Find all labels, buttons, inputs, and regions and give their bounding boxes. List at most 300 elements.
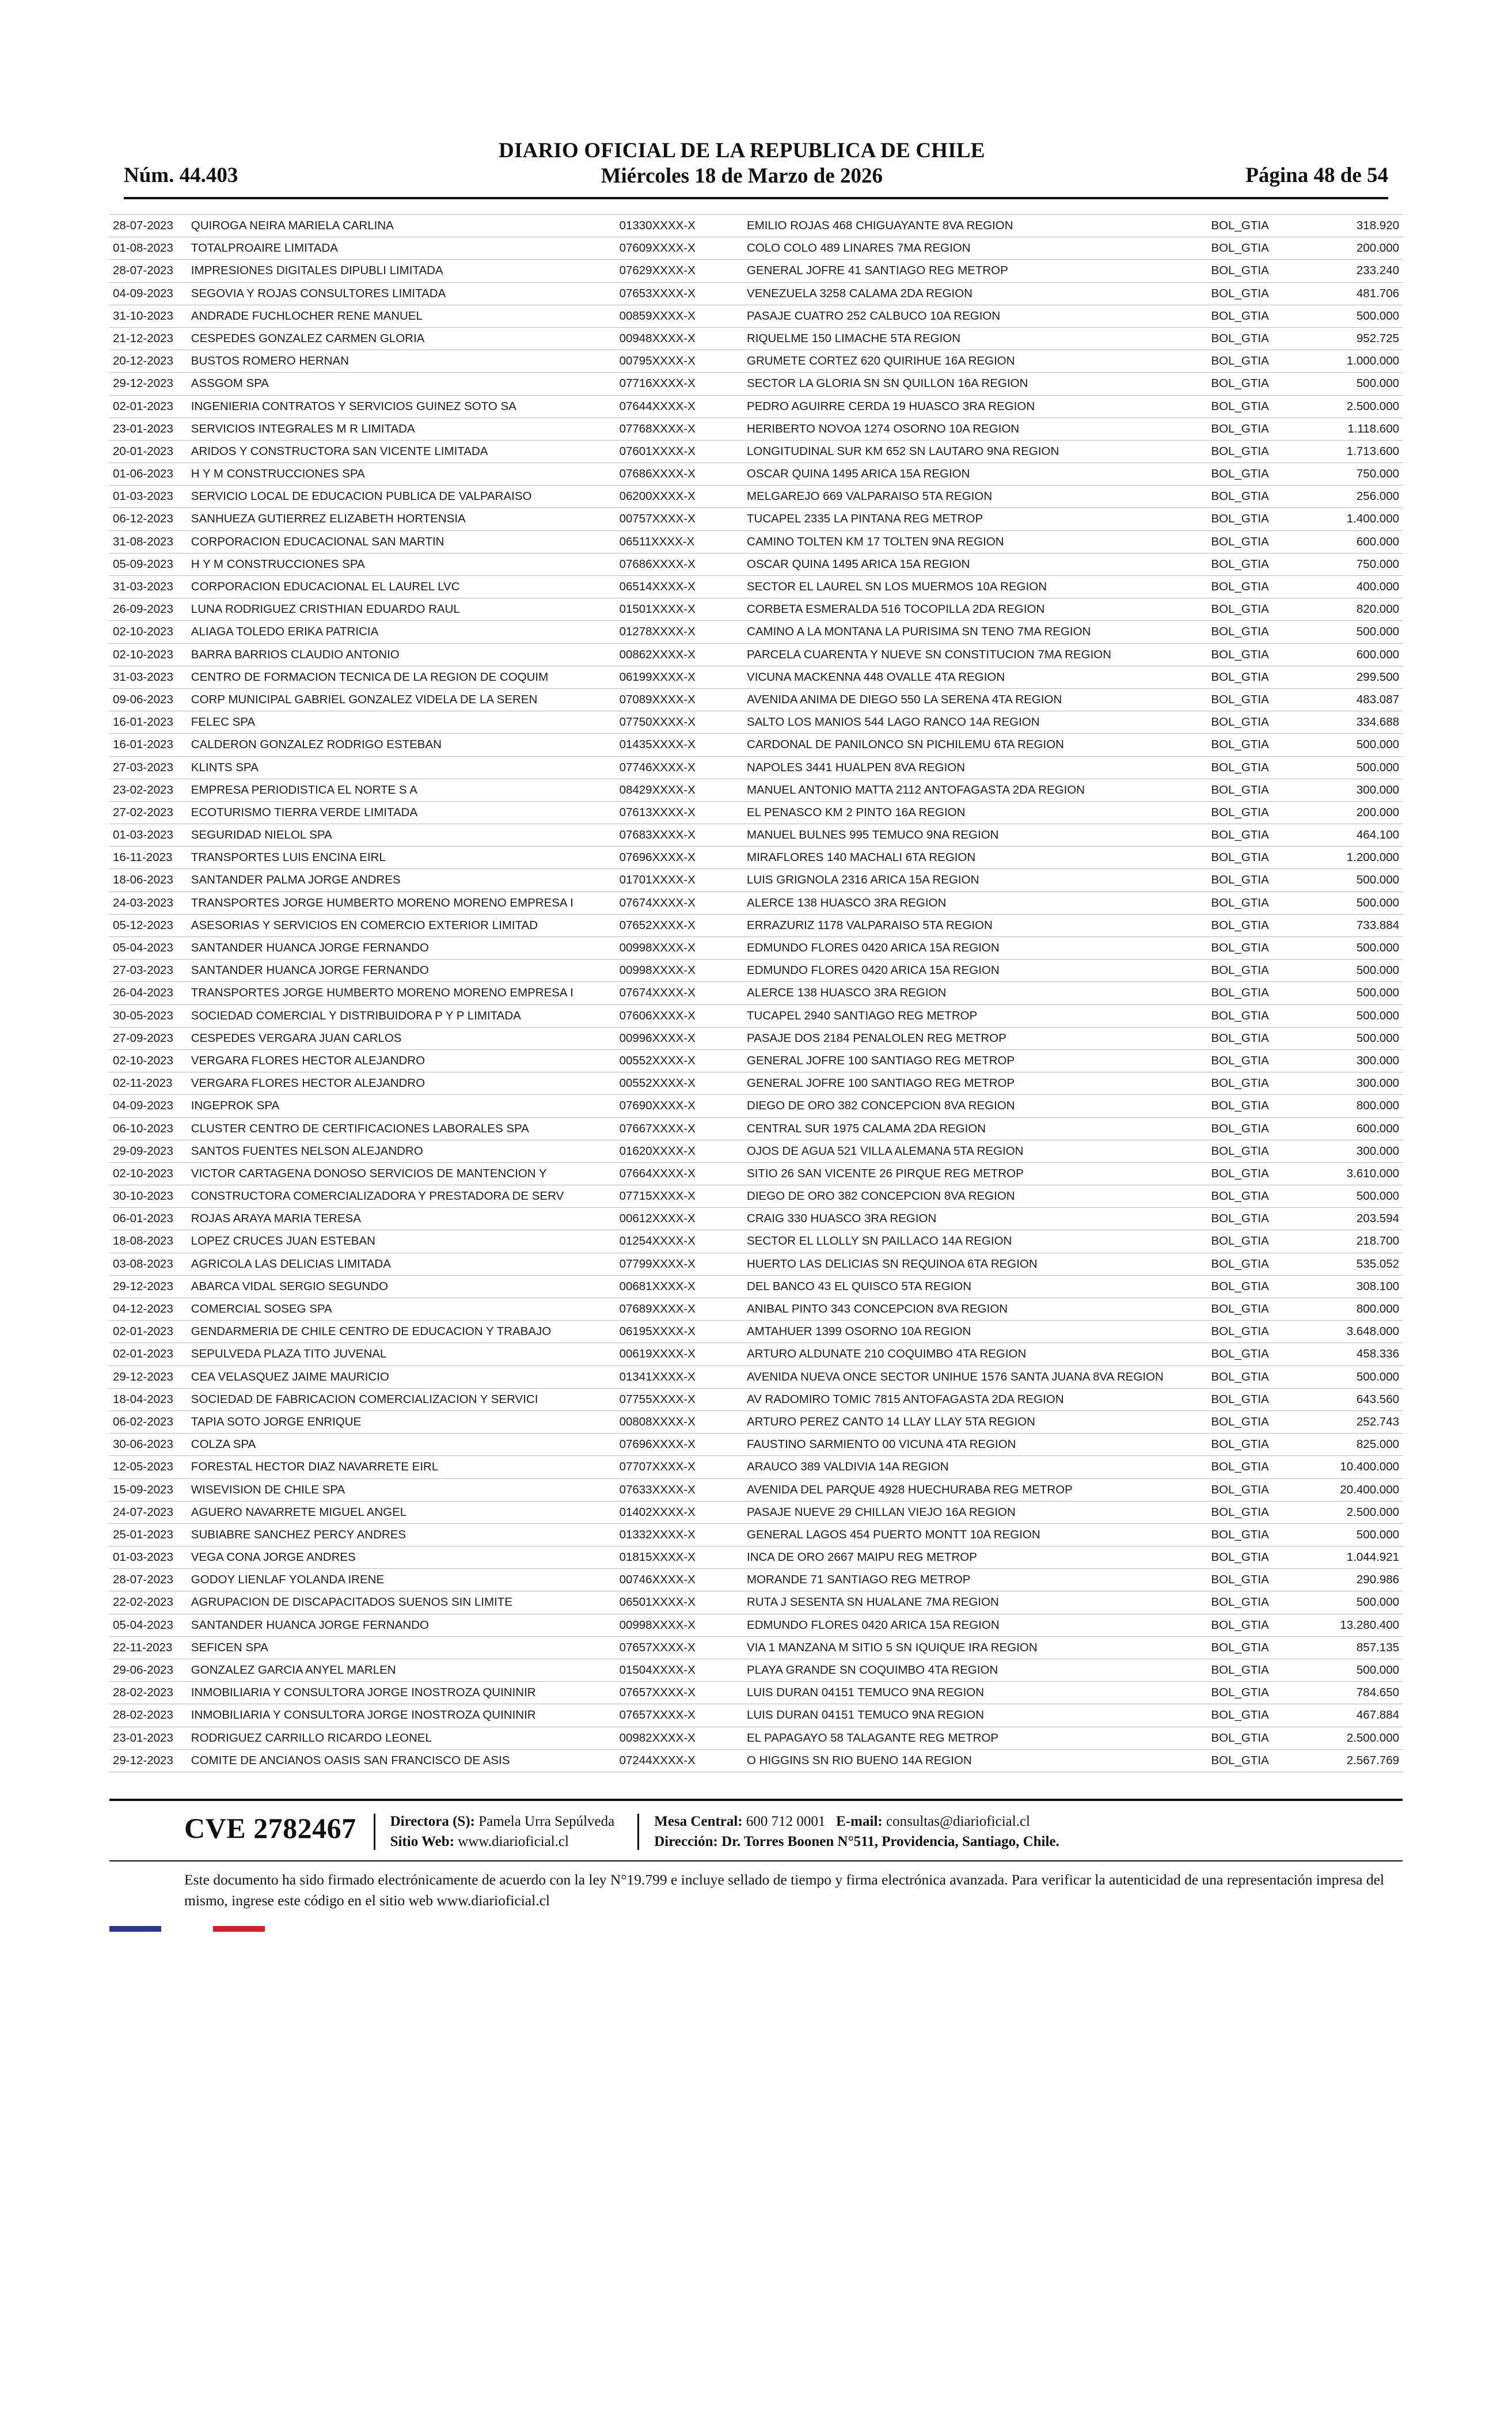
cell-date: 23-01-2023: [109, 1727, 188, 1749]
cell-rut: 06199XXXX-X: [616, 666, 743, 688]
cell-name: ECOTURISMO TIERRA VERDE LIMITADA: [188, 801, 616, 824]
cell-date: 25-01-2023: [109, 1523, 188, 1546]
cell-amount: 1.713.600: [1305, 440, 1403, 462]
cell-name: H Y M CONSTRUCCIONES SPA: [188, 553, 616, 575]
cell-address: HERIBERTO NOVOA 1274 OSORNO 10A REGION: [743, 418, 1207, 440]
cell-type: BOL_GTIA: [1208, 869, 1305, 892]
cell-type: BOL_GTIA: [1208, 1614, 1305, 1636]
cell-type: BOL_GTIA: [1208, 1321, 1305, 1343]
cell-name: SERVICIO LOCAL DE EDUCACION PUBLICA DE VALPARAISO: [188, 486, 616, 508]
cell-amount: 500.000: [1305, 982, 1403, 1004]
cell-address: RIQUELME 150 LIMACHE 5TA REGION: [743, 327, 1207, 350]
cell-amount: 500.000: [1305, 1027, 1403, 1049]
cell-name: ARIDOS Y CONSTRUCTORA SAN VICENTE LIMITADA: [188, 440, 616, 462]
cell-rut: 00998XXXX-X: [616, 937, 743, 960]
cell-date: 27-03-2023: [109, 960, 188, 982]
cell-amount: 1.000.000: [1305, 350, 1403, 373]
table-row: [109, 801, 1403, 824]
cell-date: 28-02-2023: [109, 1704, 188, 1727]
cell-amount: 643.560: [1305, 1388, 1403, 1411]
email-label: E-mail:: [836, 1813, 883, 1829]
cell-name: IMPRESIONES DIGITALES DIPUBLI LIMITADA: [188, 260, 616, 282]
cell-amount: 500.000: [1305, 373, 1403, 395]
header-divider: [124, 197, 1388, 199]
cell-name: ANDRADE FUCHLOCHER RENE MANUEL: [188, 305, 616, 327]
cell-name: FELEC SPA: [188, 711, 616, 734]
cell-address: SECTOR LA GLORIA SN SN QUILLON 16A REGION: [743, 373, 1207, 395]
cell-name: AGRUPACION DE DISCAPACITADOS SUENOS SIN LIMITE: [188, 1591, 616, 1614]
table-row: [109, 598, 1403, 621]
cell-rut: 01341XXXX-X: [616, 1366, 743, 1388]
legal-notice: Este documento ha sido firmado electrónicamente de acuerdo con la ley N°19.799 e incluye sellado de tiempo y firma electrónica avanzada. Para verificar la autenticidad de una representación impresa del mismo, ingrese este código en el sitio web www.diarioficial.cl: [184, 1871, 1385, 1909]
cell-name: WISEVISION DE CHILE SPA: [188, 1478, 616, 1501]
cell-address: MIRAFLORES 140 MACHALI 6TA REGION: [743, 847, 1207, 869]
cell-type: BOL_GTIA: [1208, 756, 1305, 779]
cell-name: VICTOR CARTAGENA DONOSO SERVICIOS DE MANTENCION Y: [188, 1162, 616, 1185]
cell-type: BOL_GTIA: [1208, 463, 1305, 486]
table-row: [109, 982, 1403, 1004]
cell-date: 20-01-2023: [109, 440, 188, 462]
cell-address: ALERCE 138 HUASCO 3RA REGION: [743, 982, 1207, 1004]
table-row: [109, 282, 1403, 305]
cell-type: BOL_GTIA: [1208, 1117, 1305, 1140]
table-row: [109, 1434, 1403, 1456]
cell-address: AVENIDA ANIMA DE DIEGO 550 LA SERENA 4TA REGION: [743, 688, 1207, 711]
cell-rut: 00746XXXX-X: [616, 1569, 743, 1591]
publication-date: Miércoles 18 de Marzo de 2026: [601, 164, 883, 188]
cell-amount: 218.700: [1305, 1230, 1403, 1253]
table-row: [109, 1591, 1403, 1614]
cell-name: AGUERO NAVARRETE MIGUEL ANGEL: [188, 1501, 616, 1523]
cell-name: GODOY LIENLAF YOLANDA IRENE: [188, 1569, 616, 1591]
cell-type: BOL_GTIA: [1208, 1411, 1305, 1433]
cell-type: BOL_GTIA: [1208, 892, 1305, 914]
cell-date: 06-12-2023: [109, 508, 188, 530]
cell-type: BOL_GTIA: [1208, 960, 1305, 982]
cell-rut: 07657XXXX-X: [616, 1682, 743, 1704]
cell-name: SANTANDER HUANCA JORGE FERNANDO: [188, 937, 616, 960]
table-row: [109, 1614, 1403, 1636]
table-row: [109, 508, 1403, 530]
cell-type: BOL_GTIA: [1208, 1591, 1305, 1614]
table-row: [109, 734, 1403, 756]
cell-name: CENTRO DE FORMACION TECNICA DE LA REGION DE COQUIM: [188, 666, 616, 688]
cell-amount: 800.000: [1305, 1298, 1403, 1321]
cell-date: 04-09-2023: [109, 282, 188, 305]
cell-type: BOL_GTIA: [1208, 486, 1305, 508]
cell-amount: 10.400.000: [1305, 1456, 1403, 1478]
cell-amount: 2.567.769: [1305, 1749, 1403, 1772]
cell-type: BOL_GTIA: [1208, 327, 1305, 350]
cell-date: 28-07-2023: [109, 215, 188, 237]
cell-address: INCA DE ORO 2667 MAIPU REG METROP: [743, 1546, 1207, 1569]
cell-rut: 08429XXXX-X: [616, 779, 743, 801]
cell-name: TAPIA SOTO JORGE ENRIQUE: [188, 1411, 616, 1433]
flag-red: [213, 1926, 265, 1932]
cell-date: 16-01-2023: [109, 734, 188, 756]
cell-type: BOL_GTIA: [1208, 1185, 1305, 1208]
site-value: www.diarioficial.cl: [458, 1834, 569, 1850]
cell-rut: 01402XXXX-X: [616, 1501, 743, 1523]
cell-amount: 256.000: [1305, 486, 1403, 508]
cell-type: BOL_GTIA: [1208, 847, 1305, 869]
cell-type: BOL_GTIA: [1208, 1434, 1305, 1456]
cell-date: 04-09-2023: [109, 1095, 188, 1117]
cell-type: BOL_GTIA: [1208, 1478, 1305, 1501]
cell-name: ASESORIAS Y SERVICIOS EN COMERCIO EXTERIOR LIMITAD: [188, 914, 616, 936]
cell-address: NAPOLES 3441 HUALPEN 8VA REGION: [743, 756, 1207, 779]
cell-address: GENERAL JOFRE 100 SANTIAGO REG METROP: [743, 1072, 1207, 1095]
cell-date: 18-04-2023: [109, 1388, 188, 1411]
cell-date: 21-12-2023: [109, 327, 188, 350]
cell-amount: 500.000: [1305, 1366, 1403, 1388]
cell-type: BOL_GTIA: [1208, 1275, 1305, 1298]
cell-type: BOL_GTIA: [1208, 1298, 1305, 1321]
cell-date: 23-01-2023: [109, 418, 188, 440]
cell-name: SANHUEZA GUTIERREZ ELIZABETH HORTENSIA: [188, 508, 616, 530]
cell-date: 04-12-2023: [109, 1298, 188, 1321]
cell-type: BOL_GTIA: [1208, 395, 1305, 418]
table-row: [109, 463, 1403, 486]
cell-type: BOL_GTIA: [1208, 1546, 1305, 1569]
cell-date: 02-01-2023: [109, 1321, 188, 1343]
table-row: [109, 1140, 1403, 1162]
cell-name: RODRIGUEZ CARRILLO RICARDO LEONEL: [188, 1727, 616, 1749]
table-row: [109, 1682, 1403, 1704]
cell-date: 31-03-2023: [109, 666, 188, 688]
cell-name: CONSTRUCTORA COMERCIALIZADORA Y PRESTADORA DE SERV: [188, 1185, 616, 1208]
cell-name: GENDARMERIA DE CHILE CENTRO DE EDUCACION Y TRABAJO: [188, 1321, 616, 1343]
cell-rut: 07601XXXX-X: [616, 440, 743, 462]
cell-address: CAMINO TOLTEN KM 17 TOLTEN 9NA REGION: [743, 530, 1207, 553]
cell-name: EMPRESA PERIODISTICA EL NORTE S A: [188, 779, 616, 801]
cell-date: 05-04-2023: [109, 1614, 188, 1636]
table-row: [109, 1366, 1403, 1388]
cell-amount: 784.650: [1305, 1682, 1403, 1704]
cell-address: GENERAL LAGOS 454 PUERTO MONTT 10A REGION: [743, 1523, 1207, 1546]
cell-rut: 06195XXXX-X: [616, 1321, 743, 1343]
cell-date: 29-06-2023: [109, 1659, 188, 1682]
listing-table: [109, 214, 1403, 1772]
cell-date: 02-11-2023: [109, 1072, 188, 1095]
cell-date: 01-03-2023: [109, 1546, 188, 1569]
cell-rut: 00757XXXX-X: [616, 508, 743, 530]
cell-date: 29-12-2023: [109, 373, 188, 395]
table-row: [109, 530, 1403, 553]
cell-rut: 07606XXXX-X: [616, 1004, 743, 1027]
cell-name: INGEPROK SPA: [188, 1095, 616, 1117]
cell-rut: 07686XXXX-X: [616, 553, 743, 575]
cell-type: BOL_GTIA: [1208, 982, 1305, 1004]
table-row: [109, 621, 1403, 643]
cell-name: COMERCIAL SOSEG SPA: [188, 1298, 616, 1321]
cell-date: 27-02-2023: [109, 801, 188, 824]
cell-name: CESPEDES GONZALEZ CARMEN GLORIA: [188, 327, 616, 350]
cell-type: BOL_GTIA: [1208, 373, 1305, 395]
cell-name: ALIAGA TOLEDO ERIKA PATRICIA: [188, 621, 616, 643]
cell-date: 22-02-2023: [109, 1591, 188, 1614]
cell-name: AGRICOLA LAS DELICIAS LIMITADA: [188, 1253, 616, 1275]
flag-white: [161, 1926, 213, 1932]
cell-amount: 857.135: [1305, 1636, 1403, 1659]
cell-amount: 2.500.000: [1305, 1727, 1403, 1749]
cell-type: BOL_GTIA: [1208, 734, 1305, 756]
cell-amount: 500.000: [1305, 869, 1403, 892]
cell-name: SANTANDER PALMA JORGE ANDRES: [188, 869, 616, 892]
cell-name: ROJAS ARAYA MARIA TERESA: [188, 1208, 616, 1230]
cell-type: BOL_GTIA: [1208, 215, 1305, 237]
address-label: Dirección:: [654, 1834, 718, 1850]
table-row: [109, 440, 1403, 462]
table-row: [109, 1727, 1403, 1749]
cell-rut: 00998XXXX-X: [616, 1614, 743, 1636]
cell-rut: 07799XXXX-X: [616, 1253, 743, 1275]
cell-date: 02-01-2023: [109, 1343, 188, 1366]
cell-amount: 458.336: [1305, 1343, 1403, 1366]
cell-amount: 500.000: [1305, 1591, 1403, 1614]
cell-amount: 483.087: [1305, 688, 1403, 711]
cell-type: BOL_GTIA: [1208, 801, 1305, 824]
table-row: [109, 666, 1403, 688]
table-row: [109, 1321, 1403, 1343]
cell-amount: 290.986: [1305, 1569, 1403, 1591]
cell-address: ALERCE 138 HUASCO 3RA REGION: [743, 892, 1207, 914]
cell-rut: 07683XXXX-X: [616, 824, 743, 847]
cell-amount: 500.000: [1305, 756, 1403, 779]
cell-address: EL PAPAGAYO 58 TALAGANTE REG METROP: [743, 1727, 1207, 1749]
cell-address: MANUEL BULNES 995 TEMUCO 9NA REGION: [743, 824, 1207, 847]
cell-rut: 00996XXXX-X: [616, 1027, 743, 1049]
cell-amount: 334.688: [1305, 711, 1403, 734]
cell-amount: 1.118.600: [1305, 418, 1403, 440]
cell-amount: 500.000: [1305, 734, 1403, 756]
cell-amount: 308.100: [1305, 1275, 1403, 1298]
table-row: [109, 237, 1403, 260]
cell-name: GONZALEZ GARCIA ANYEL MARLEN: [188, 1659, 616, 1682]
cell-name: SEGOVIA Y ROJAS CONSULTORES LIMITADA: [188, 282, 616, 305]
cell-name: SANTANDER HUANCA JORGE FERNANDO: [188, 1614, 616, 1636]
cell-address: ANIBAL PINTO 343 CONCEPCION 8VA REGION: [743, 1298, 1207, 1321]
cell-date: 02-01-2023: [109, 395, 188, 418]
cell-amount: 825.000: [1305, 1434, 1403, 1456]
cell-type: BOL_GTIA: [1208, 621, 1305, 643]
cell-address: EDMUNDO FLORES 0420 ARICA 15A REGION: [743, 960, 1207, 982]
cell-date: 29-12-2023: [109, 1366, 188, 1388]
table-row: [109, 779, 1403, 801]
cell-type: BOL_GTIA: [1208, 1682, 1305, 1704]
table-row: [109, 1456, 1403, 1478]
cell-address: SALTO LOS MANIOS 544 LAGO RANCO 14A REGION: [743, 711, 1207, 734]
cell-amount: 600.000: [1305, 530, 1403, 553]
cell-type: BOL_GTIA: [1208, 1343, 1305, 1366]
cell-address: PARCELA CUARENTA Y NUEVE SN CONSTITUCION 7MA REGION: [743, 643, 1207, 666]
cell-name: BARRA BARRIOS CLAUDIO ANTONIO: [188, 643, 616, 666]
cell-rut: 00681XXXX-X: [616, 1275, 743, 1298]
cell-address: OJOS DE AGUA 521 VILLA ALEMANA 5TA REGION: [743, 1140, 1207, 1162]
table-row: [109, 1569, 1403, 1591]
cell-date: 09-06-2023: [109, 688, 188, 711]
cell-type: BOL_GTIA: [1208, 440, 1305, 462]
cell-rut: 07089XXXX-X: [616, 688, 743, 711]
phone-value: 600 712 0001: [746, 1813, 826, 1829]
cell-amount: 299.500: [1305, 666, 1403, 688]
cell-date: 28-02-2023: [109, 1682, 188, 1704]
cell-amount: 500.000: [1305, 1523, 1403, 1546]
cell-address: OSCAR QUINA 1495 ARICA 15A REGION: [743, 553, 1207, 575]
cell-date: 30-05-2023: [109, 1004, 188, 1027]
cell-address: GRUMETE CORTEZ 620 QUIRIHUE 16A REGION: [743, 350, 1207, 373]
table-row: [109, 1343, 1403, 1366]
table-row: [109, 1501, 1403, 1523]
cell-type: BOL_GTIA: [1208, 1162, 1305, 1185]
table-row: [109, 215, 1403, 237]
cell-amount: 500.000: [1305, 892, 1403, 914]
cell-type: BOL_GTIA: [1208, 237, 1305, 260]
address-value: Dr. Torres Boonen N°511, Providencia, Santiago, Chile.: [721, 1834, 1059, 1850]
cell-address: OSCAR QUINA 1495 ARICA 15A REGION: [743, 463, 1207, 486]
cell-date: 01-06-2023: [109, 463, 188, 486]
table-row: [109, 688, 1403, 711]
table-row: [109, 1523, 1403, 1546]
cell-type: BOL_GTIA: [1208, 666, 1305, 688]
cell-type: BOL_GTIA: [1208, 1456, 1305, 1478]
cell-name: CESPEDES VERGARA JUAN CARLOS: [188, 1027, 616, 1049]
cell-rut: 07750XXXX-X: [616, 711, 743, 734]
cell-rut: 07633XXXX-X: [616, 1478, 743, 1501]
table-row: [109, 892, 1403, 914]
cell-amount: 500.000: [1305, 305, 1403, 327]
cell-rut: 07653XXXX-X: [616, 282, 743, 305]
cell-address: SECTOR EL LLOLLY SN PAILLACO 14A REGION: [743, 1230, 1207, 1253]
cell-amount: 300.000: [1305, 779, 1403, 801]
table-row: [109, 1004, 1403, 1027]
table-row: [109, 847, 1403, 869]
table-row: [109, 1388, 1403, 1411]
cell-amount: 500.000: [1305, 1659, 1403, 1682]
table-row: [109, 1162, 1403, 1185]
cell-type: BOL_GTIA: [1208, 1230, 1305, 1253]
cell-amount: 300.000: [1305, 1049, 1403, 1072]
cell-type: BOL_GTIA: [1208, 305, 1305, 327]
cell-name: CEA VELASQUEZ JAIME MAURICIO: [188, 1366, 616, 1388]
table-row: [109, 1749, 1403, 1772]
cell-rut: 01620XXXX-X: [616, 1140, 743, 1162]
cell-rut: 00619XXXX-X: [616, 1343, 743, 1366]
cell-rut: 07696XXXX-X: [616, 1434, 743, 1456]
table-row: [109, 1659, 1403, 1682]
cell-rut: 07707XXXX-X: [616, 1456, 743, 1478]
cell-date: 02-10-2023: [109, 1049, 188, 1072]
cell-type: BOL_GTIA: [1208, 1072, 1305, 1095]
cell-name: TOTALPROAIRE LIMITADA: [188, 237, 616, 260]
table-row: [109, 418, 1403, 440]
cell-name: VERGARA FLORES HECTOR ALEJANDRO: [188, 1072, 616, 1095]
cell-name: LOPEZ CRUCES JUAN ESTEBAN: [188, 1230, 616, 1253]
cell-name: SEGURIDAD NIELOL SPA: [188, 824, 616, 847]
cell-date: 26-09-2023: [109, 598, 188, 621]
flag-blue: [109, 1926, 161, 1932]
cell-name: INMOBILIARIA Y CONSULTORA JORGE INOSTROZA QUININIR: [188, 1682, 616, 1704]
cell-type: BOL_GTIA: [1208, 418, 1305, 440]
cell-type: BOL_GTIA: [1208, 1004, 1305, 1027]
cell-date: 16-01-2023: [109, 711, 188, 734]
cell-amount: 20.400.000: [1305, 1478, 1403, 1501]
cell-date: 30-06-2023: [109, 1434, 188, 1456]
cell-address: VIA 1 MANZANA M SITIO 5 SN IQUIQUE IRA REGION: [743, 1636, 1207, 1659]
cell-amount: 252.743: [1305, 1411, 1403, 1433]
table-row: [109, 1275, 1403, 1298]
cell-type: BOL_GTIA: [1208, 779, 1305, 801]
cell-rut: 00612XXXX-X: [616, 1208, 743, 1230]
cell-amount: 500.000: [1305, 1004, 1403, 1027]
cell-date: 31-10-2023: [109, 305, 188, 327]
cell-rut: 07657XXXX-X: [616, 1636, 743, 1659]
cell-rut: 00998XXXX-X: [616, 960, 743, 982]
table-row: [109, 1230, 1403, 1253]
cell-amount: 750.000: [1305, 463, 1403, 486]
cell-amount: 1.044.921: [1305, 1546, 1403, 1569]
cell-type: BOL_GTIA: [1208, 1049, 1305, 1072]
cell-address: RUTA J SESENTA SN HUALANE 7MA REGION: [743, 1591, 1207, 1614]
table-row: [109, 576, 1403, 598]
cell-rut: 00862XXXX-X: [616, 643, 743, 666]
cell-rut: 07768XXXX-X: [616, 418, 743, 440]
table-row: [109, 350, 1403, 373]
cell-amount: 13.280.400: [1305, 1614, 1403, 1636]
cell-date: 05-09-2023: [109, 553, 188, 575]
cell-type: BOL_GTIA: [1208, 688, 1305, 711]
cell-date: 01-03-2023: [109, 486, 188, 508]
cell-amount: 2.500.000: [1305, 395, 1403, 418]
cell-address: MANUEL ANTONIO MATTA 2112 ANTOFAGASTA 2DA REGION: [743, 779, 1207, 801]
cell-address: LUIS DURAN 04151 TEMUCO 9NA REGION: [743, 1682, 1207, 1704]
cell-rut: 01330XXXX-X: [616, 215, 743, 237]
cell-address: GENERAL JOFRE 100 SANTIAGO REG METROP: [743, 1049, 1207, 1072]
cell-address: SECTOR EL LAUREL SN LOS MUERMOS 10A REGION: [743, 576, 1207, 598]
cell-amount: 600.000: [1305, 643, 1403, 666]
table-row: [109, 553, 1403, 575]
cell-address: COLO COLO 489 LINARES 7MA REGION: [743, 237, 1207, 260]
cell-rut: 00795XXXX-X: [616, 350, 743, 373]
cell-address: TUCAPEL 2335 LA PINTANA REG METROP: [743, 508, 1207, 530]
cell-name: SOCIEDAD DE FABRICACION COMERCIALIZACION Y SERVICI: [188, 1388, 616, 1411]
table-row: [109, 1478, 1403, 1501]
cell-address: PASAJE CUATRO 252 CALBUCO 10A REGION: [743, 305, 1207, 327]
cell-name: TRANSPORTES JORGE HUMBERTO MORENO MORENO EMPRESA I: [188, 982, 616, 1004]
cell-address: PLAYA GRANDE SN COQUIMBO 4TA REGION: [743, 1659, 1207, 1682]
cell-name: CALDERON GONZALEZ RODRIGO ESTEBAN: [188, 734, 616, 756]
table-row: [109, 1117, 1403, 1140]
cell-rut: 01815XXXX-X: [616, 1546, 743, 1569]
cell-date: 06-10-2023: [109, 1117, 188, 1140]
cell-address: EDMUNDO FLORES 0420 ARICA 15A REGION: [743, 1614, 1207, 1636]
table-row: [109, 1704, 1403, 1727]
cell-name: LUNA RODRIGUEZ CRISTHIAN EDUARDO RAUL: [188, 598, 616, 621]
cell-name: SERVICIOS INTEGRALES M R LIMITADA: [188, 418, 616, 440]
cell-amount: 233.240: [1305, 260, 1403, 282]
cell-address: AVENIDA DEL PARQUE 4928 HUECHURABA REG METROP: [743, 1478, 1207, 1501]
table-row: [109, 1027, 1403, 1049]
cell-name: ASSGOM SPA: [188, 373, 616, 395]
cell-type: BOL_GTIA: [1208, 576, 1305, 598]
cell-amount: 481.706: [1305, 282, 1403, 305]
cell-address: TUCAPEL 2940 SANTIAGO REG METROP: [743, 1004, 1207, 1027]
cell-name: SEFICEN SPA: [188, 1636, 616, 1659]
cell-rut: 00808XXXX-X: [616, 1411, 743, 1433]
cell-amount: 500.000: [1305, 960, 1403, 982]
cell-address: CORBETA ESMERALDA 516 TOCOPILLA 2DA REGION: [743, 598, 1207, 621]
footer-contact-block: [654, 1811, 1059, 1852]
